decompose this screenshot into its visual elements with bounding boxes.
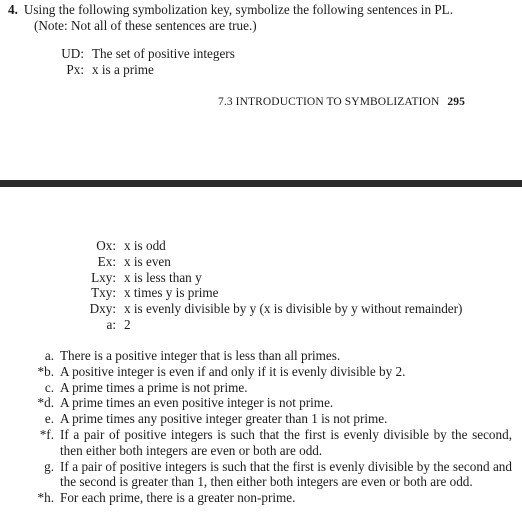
item-letter: *h.: [37, 490, 54, 506]
key-text: The set of positive integers: [92, 46, 235, 61]
running-header: [218, 96, 465, 108]
item-text: For each prime, there is a greater non-prime.: [60, 490, 296, 506]
item-text: A prime times an even positive integer is not prime.: [60, 395, 334, 411]
item-letter: a.: [44, 348, 54, 363]
key-text: x is a prime: [92, 62, 154, 77]
problem-note: (Note: Not all of these sentences are true.): [34, 18, 257, 33]
key-label: UD:: [61, 46, 84, 61]
key-label: Ex:: [97, 253, 116, 269]
list-item: [22, 459, 512, 491]
key-label: Ox:: [96, 238, 116, 253]
key-text: x times y is prime: [124, 285, 219, 301]
exercise-list: [22, 348, 512, 506]
key-text: x is odd: [124, 238, 166, 253]
problem-statement: [8, 2, 508, 34]
item-text: A prime times any positive integer greater than 1 is not prime.: [60, 411, 388, 427]
list-item: [22, 395, 512, 411]
key-entry: [78, 301, 462, 317]
key-entry: [78, 317, 462, 333]
list-item: [22, 427, 512, 459]
item-text: There is a positive integer that is less than all primes.: [60, 348, 341, 363]
key-text: x is even: [124, 253, 171, 269]
problem-instruction: Using the following symbolization key, symbolize the following sentences in PL.: [23, 2, 454, 17]
key-text: 2: [124, 316, 131, 332]
key-label: a:: [106, 316, 116, 332]
list-item: [22, 364, 512, 380]
item-letter: *f.: [39, 426, 54, 442]
item-text: If a pair of positive integers is such that the first is evenly divisible by the second and the second is greater than 1, then either both integers are even or both are odd.: [60, 458, 512, 490]
key-text: x is evenly divisible by y (x is divisible by y without remainder): [124, 301, 463, 317]
item-letter: g.: [44, 458, 54, 474]
key-entry: [50, 62, 235, 78]
item-letter: c.: [44, 379, 54, 395]
problem-line-1: [8, 2, 508, 18]
problem-number: 4.: [8, 2, 18, 17]
section-title: 7.3 INTRODUCTION TO SYMBOLIZATION: [218, 96, 440, 108]
list-item: [22, 411, 512, 427]
item-text: A positive integer is even if and only if it is evenly divisible by 2.: [60, 363, 406, 379]
symbolization-key-1: [50, 46, 235, 78]
key-text: x is less than y: [124, 269, 202, 285]
key-label: Dxy:: [89, 301, 116, 317]
list-item: [22, 348, 512, 364]
key-label: Lxy:: [91, 269, 116, 285]
item-letter: e.: [44, 411, 54, 427]
page-divider: [0, 180, 522, 187]
item-letter: *b.: [37, 363, 54, 379]
item-letter: *d.: [37, 395, 54, 411]
list-item: [22, 490, 512, 506]
key-entry: [78, 270, 462, 286]
list-item: [22, 380, 512, 396]
key-entry: [78, 254, 462, 270]
symbolization-key-2: [78, 238, 462, 333]
page-number: 295: [447, 96, 465, 108]
item-text: If a pair of positive integers is such that the first is evenly divisible by the second, then either both integers are even or both are odd.: [60, 426, 512, 458]
item-text: A prime times a prime is not prime.: [60, 379, 248, 395]
key-entry: [50, 46, 235, 62]
key-label: Txy:: [91, 285, 116, 301]
key-entry: [78, 285, 462, 301]
key-entry: [78, 238, 462, 254]
key-label: Px:: [66, 62, 84, 77]
